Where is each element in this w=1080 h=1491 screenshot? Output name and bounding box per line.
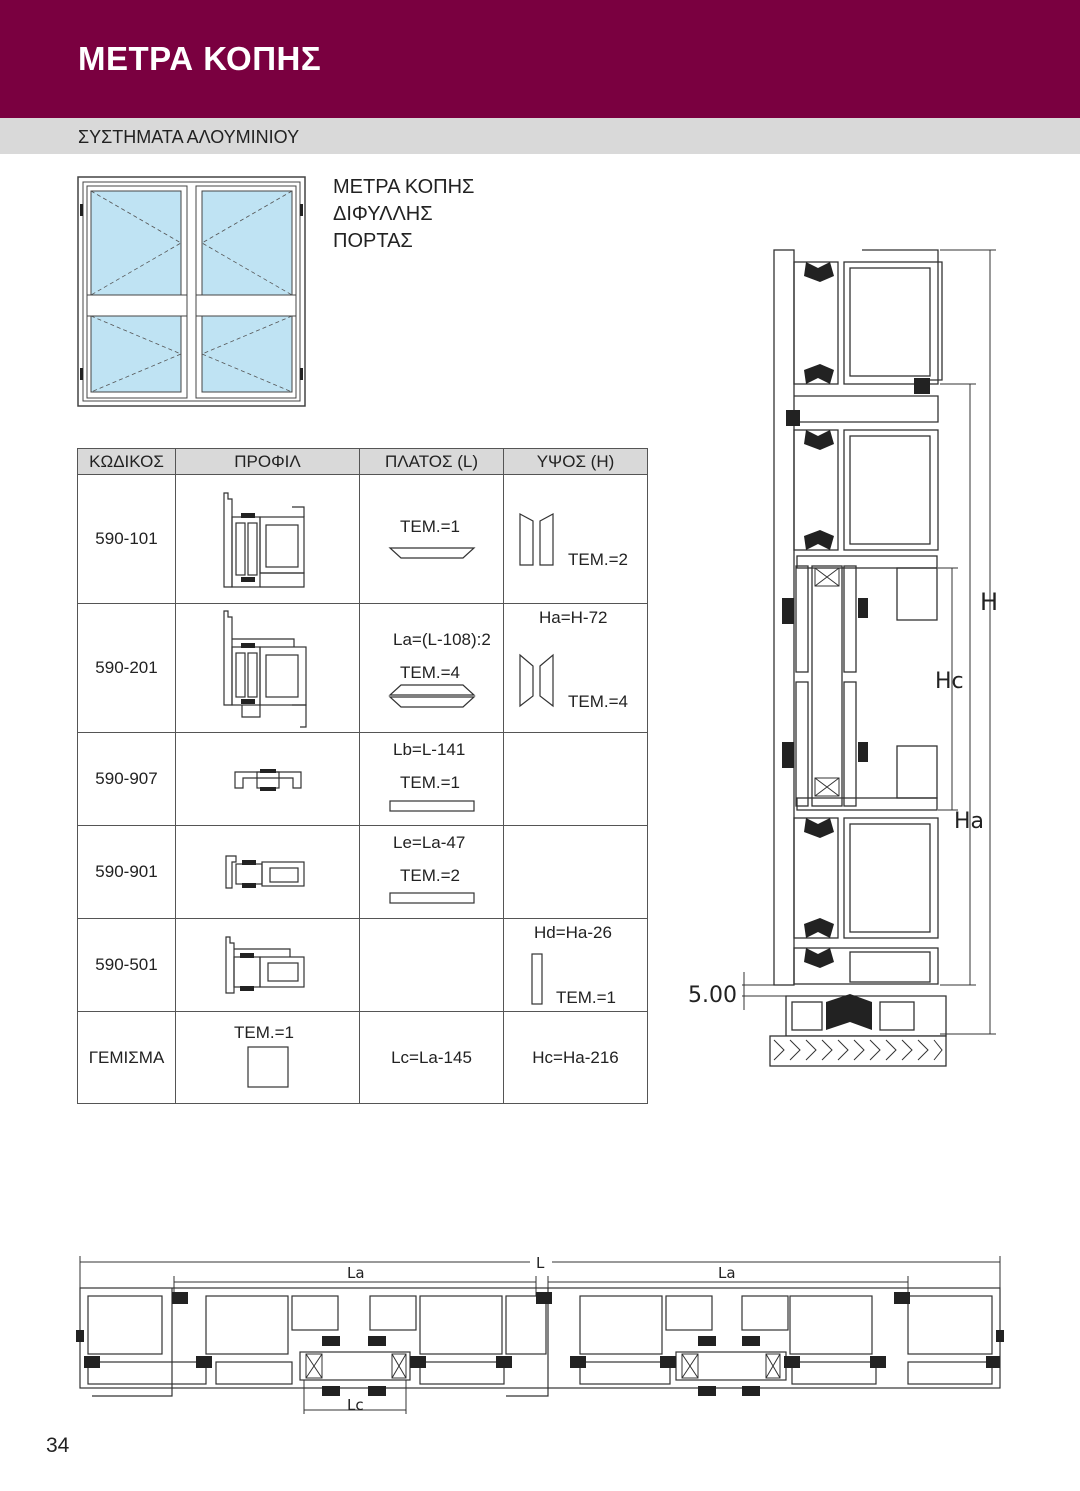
profile-cell: [176, 826, 360, 919]
intro-line: ΠΟΡΤΑΣ: [333, 230, 413, 252]
header-height: ΥΨΟΣ (H): [504, 449, 648, 475]
profile-cell: [176, 733, 360, 826]
section-bar: [0, 118, 1080, 154]
code-cell: 590-101: [78, 475, 176, 604]
width-formula: La=(L-108):2: [393, 630, 491, 649]
dim-gap-label: 5.00: [688, 983, 737, 1008]
bevel-cut-icon: [389, 547, 475, 559]
dim-lc-label: Lc: [347, 1396, 364, 1414]
profile-cell: [176, 475, 360, 604]
page-number: 34: [46, 1434, 70, 1457]
width-qty: TEM.=2: [400, 866, 460, 885]
profile-590-101-icon: [222, 491, 312, 589]
profile-cell: [176, 1012, 360, 1104]
table-row: [78, 826, 648, 919]
code-cell: 590-201: [78, 604, 176, 733]
height-cell: [504, 826, 648, 919]
intro-line: ΔΙΦΥΛΛΗΣ: [333, 203, 433, 225]
cutting-table: [77, 448, 648, 1104]
infill-panel-icon: [247, 1046, 289, 1088]
width-formula: Le=La-47: [393, 833, 466, 852]
table-row: [78, 475, 648, 604]
height-formula: Ha=H-72: [539, 608, 608, 627]
width-cell: [360, 604, 504, 733]
profile-cell: [176, 604, 360, 733]
width-cell: [360, 733, 504, 826]
profile-590-501-icon: [224, 935, 308, 995]
code-cell: 590-501: [78, 919, 176, 1012]
table-row: [78, 733, 648, 826]
width-qty: TEM.=1: [400, 773, 460, 792]
section-title: ΣΥΣΤΗΜΑΤΑ ΑΛΟΥΜΙΝΙΟΥ: [78, 127, 300, 147]
code-cell: ΓΕΜΙΣΜΑ: [78, 1012, 176, 1104]
width-qty: TEM.=1: [400, 517, 460, 536]
header-width: ΠΛΑΤΟΣ (L): [360, 449, 504, 475]
width-formula: Lb=L-141: [393, 740, 466, 759]
profile-590-907-icon: [233, 768, 303, 792]
vertical-bevel-cut-icon: [519, 654, 555, 708]
table-row: [78, 604, 648, 733]
intro-text: [333, 174, 474, 255]
page-title: ΜΕΤΡΑ ΚΟΠΗΣ: [78, 40, 322, 77]
dim-la-left-label: La: [347, 1264, 365, 1282]
profile-590-201-icon: [222, 609, 312, 729]
horizontal-section-drawing: [76, 1252, 1006, 1412]
dim-hc-label: Hc: [935, 669, 964, 694]
header-profile: ΠΡΟΦΙΛ: [176, 449, 360, 475]
profile-cell: [176, 919, 360, 1012]
table-row: [78, 1012, 648, 1104]
height-cell: [504, 475, 648, 604]
vertical-straight-cut-icon: [531, 953, 543, 1005]
height-qty: TEM.=1: [556, 988, 616, 1007]
code-cell: 590-907: [78, 733, 176, 826]
profile-590-901-icon: [224, 854, 308, 890]
height-cell: [504, 919, 648, 1012]
height-qty: TEM.=2: [568, 550, 628, 569]
height-cell: Hc=Ha-216: [504, 1012, 648, 1104]
width-cell: [360, 919, 504, 1012]
height-cell: [504, 733, 648, 826]
width-qty: TEM.=4: [400, 663, 460, 682]
double-bevel-cut-icon: [389, 684, 475, 708]
height-cell: [504, 604, 648, 733]
straight-cut-icon: [389, 800, 475, 812]
width-cell: [360, 475, 504, 604]
vertical-section-drawing: [686, 240, 999, 1070]
height-qty: TEM.=4: [568, 692, 628, 711]
dim-h-label: H: [980, 588, 999, 616]
vertical-cut-icon: [519, 513, 555, 567]
straight-cut-icon: [389, 892, 475, 904]
infill-qty: TEM.=1: [234, 1023, 294, 1042]
dim-la-right-label: La: [718, 1264, 736, 1282]
intro-line: ΜΕΤΡΑ ΚΟΠΗΣ: [333, 176, 475, 198]
header-code: ΚΩΔΙΚΟΣ: [78, 449, 176, 475]
double-door-elevation-icon: [77, 176, 307, 408]
code-cell: 590-901: [78, 826, 176, 919]
dim-l-label: L: [536, 1254, 545, 1272]
table-row: [78, 919, 648, 1012]
dim-ha-label: Ha: [954, 809, 985, 834]
width-cell: Lc=La-145: [360, 1012, 504, 1104]
height-formula: Hd=Ha-26: [534, 923, 612, 942]
width-cell: [360, 826, 504, 919]
header-banner: [0, 0, 1080, 118]
table-header-row: [78, 449, 648, 475]
